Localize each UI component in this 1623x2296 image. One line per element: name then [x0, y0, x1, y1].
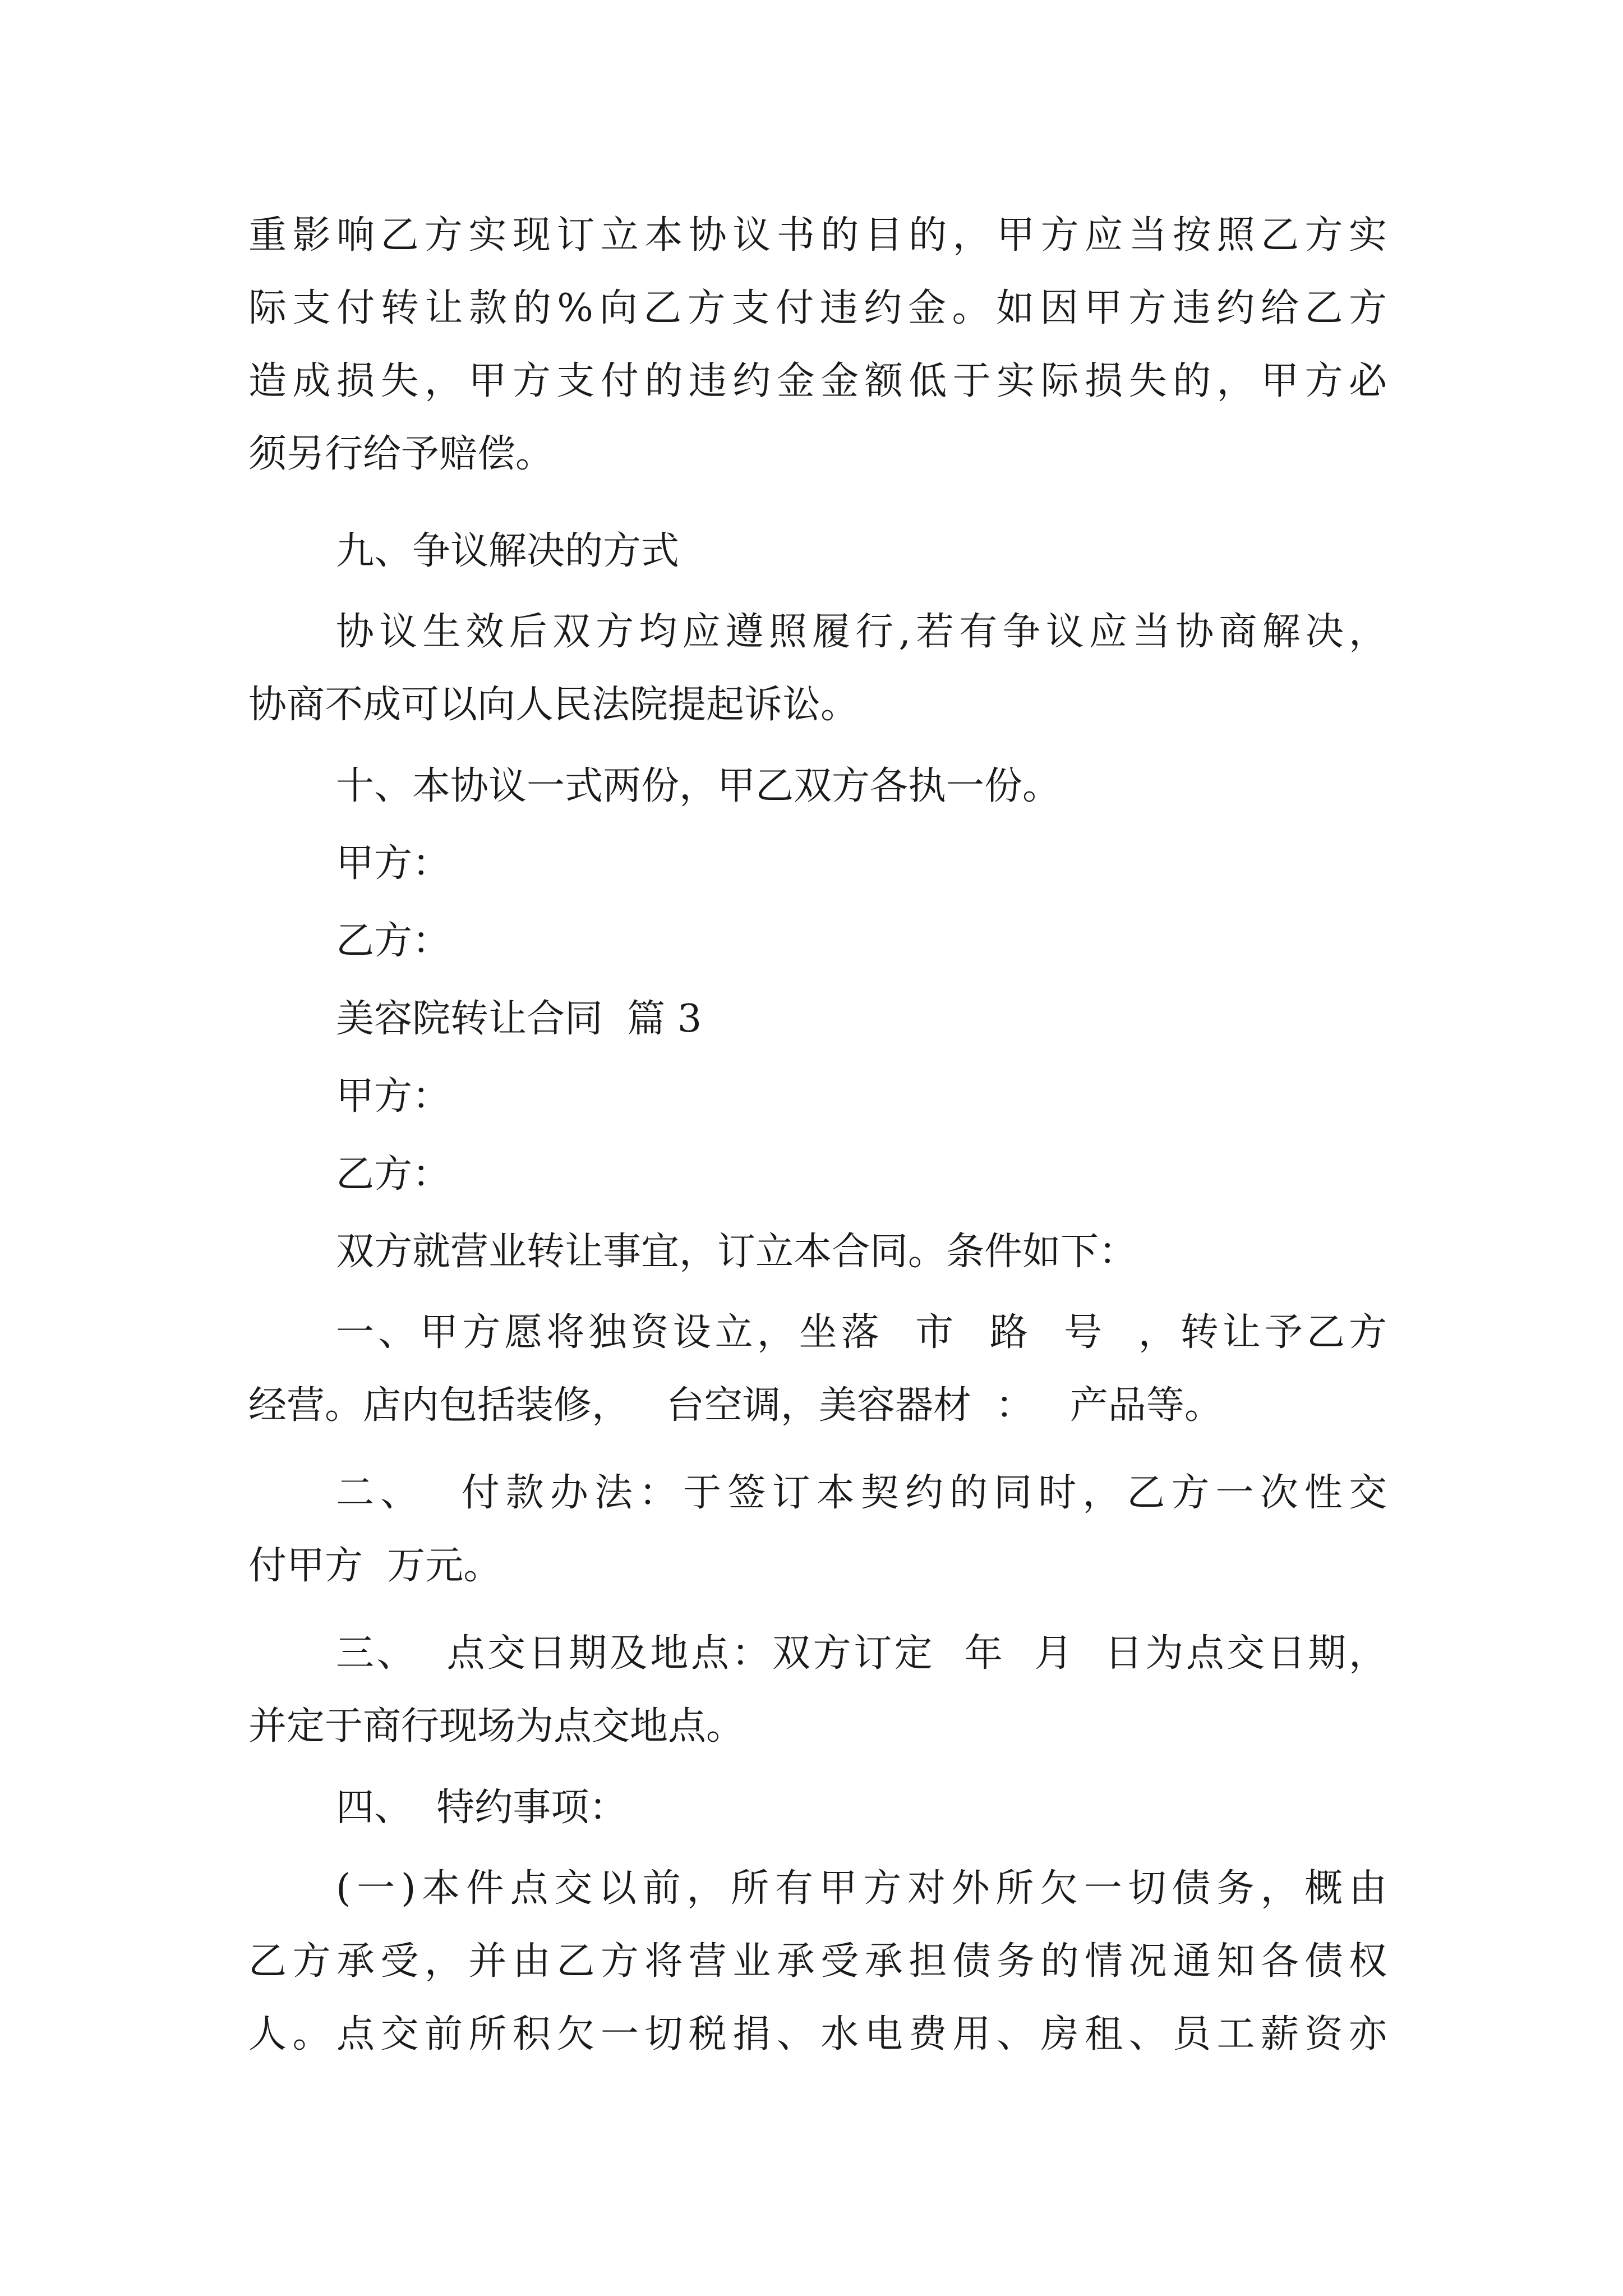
- paragraph-line: 经营。店内包括装修， 台空调，美容器材 ： 产品等。: [248, 1383, 1223, 1428]
- paragraph-line: 造成损失，甲方支付的违约金金额低于实际损失的，甲方必: [248, 359, 1387, 403]
- paragraph-line: 乙方承受，并由乙方将营业承受承担债务的情况通知各债权: [248, 1939, 1387, 1984]
- party-a-label: 甲方：: [336, 1074, 451, 1119]
- paragraph-line: 付甲方 万元。: [248, 1544, 502, 1588]
- party-b-label: 乙方：: [336, 1152, 451, 1197]
- paragraph-line: 须另行给予赔偿。: [248, 432, 554, 476]
- paragraph-line: 际支付转让款的%向乙方支付违约金。如因甲方违约给乙方: [248, 286, 1387, 330]
- paragraph-line: 一、甲方愿将独资设立，坐落 市 路 号 ，转让予乙方: [336, 1310, 1387, 1355]
- paragraph-line: 协商不成可以向人民法院提起诉讼。: [248, 683, 859, 727]
- party-b-label: 乙方：: [336, 919, 451, 963]
- paragraph-line: 协议生效后双方均应遵照履行,若有争议应当协商解决，: [336, 610, 1387, 654]
- paragraph-line: 人。点交前所积欠一切税捐、水电费用、房租、员工薪资亦: [248, 2012, 1387, 2056]
- paragraph-line: 并定于商行现场为点交地点。: [248, 1704, 745, 1749]
- paragraph-line: 重影响乙方实现订立本协议书的目的，甲方应当按照乙方实: [248, 213, 1387, 257]
- contract-title: 美容院转让合同 篇 3: [336, 997, 702, 1041]
- section-heading: 九、争议解决的方式: [336, 529, 680, 573]
- paragraph-line: 二、 付款办法：于签订本契约的同时，乙方一次性交: [336, 1471, 1387, 1515]
- section-heading: 四、 特约事项：: [336, 1786, 628, 1830]
- paragraph-line: 十、本协议一式两份，甲乙双方各执一份。: [336, 764, 1061, 808]
- party-a-label: 甲方：: [336, 841, 451, 886]
- paragraph-line: 三、 点交日期及地点：双方订定 年 月 日为点交日期，: [336, 1631, 1387, 1676]
- paragraph-line: (一)本件点交以前，所有甲方对外所欠一切债务，概由: [336, 1866, 1387, 1911]
- paragraph-line: 双方就营业转让事宜，订立本合同。条件如下：: [336, 1230, 1137, 1274]
